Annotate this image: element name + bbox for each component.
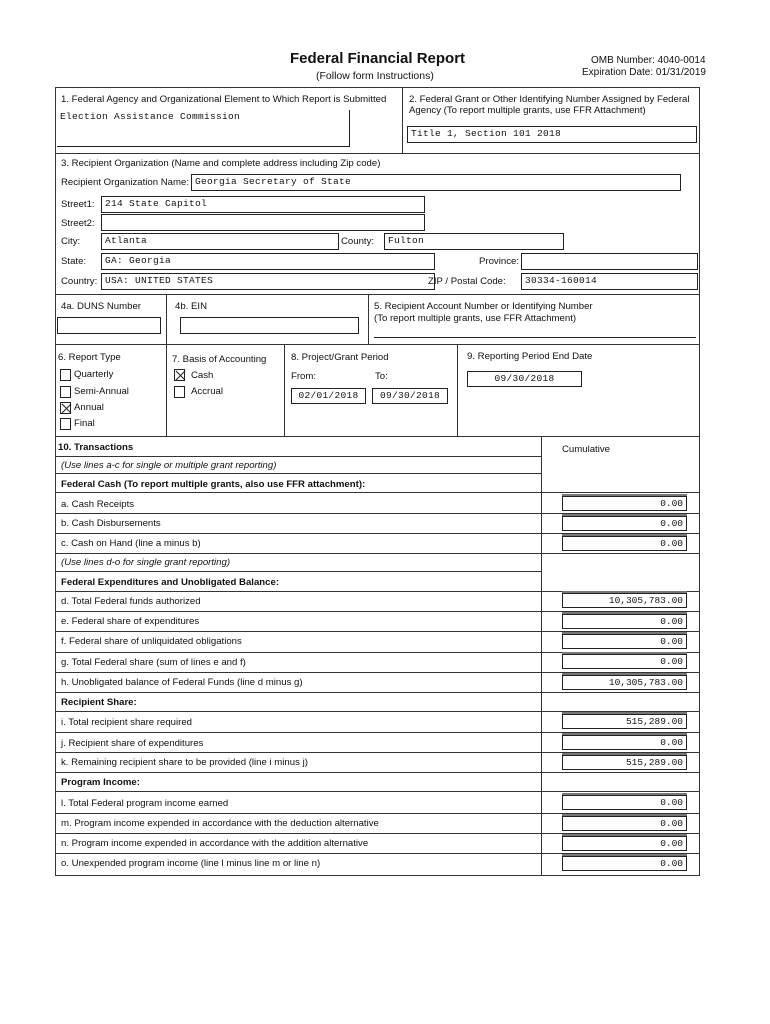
row-f-label: f. Federal share of unliquidated obligations xyxy=(61,636,242,647)
country-field[interactable]: USA: UNITED STATES xyxy=(101,273,435,290)
divider xyxy=(55,294,700,295)
divider xyxy=(284,344,285,436)
org-name-field[interactable]: Georgia Secretary of State xyxy=(191,174,681,191)
province-field[interactable] xyxy=(521,253,698,270)
section1-label: 1. Federal Agency and Organizational Element to Which Report is Submitted xyxy=(61,94,387,105)
divider xyxy=(166,344,167,436)
reporting-end-field[interactable]: 09/30/2018 xyxy=(467,371,582,387)
row-h-label: h. Unobligated balance of Federal Funds (line d minus g) xyxy=(61,677,303,688)
row-e-value[interactable]: 0.00 xyxy=(562,614,687,629)
row-h-value[interactable]: 10,305,783.00 xyxy=(562,675,687,690)
zip-field[interactable]: 30334-160014 xyxy=(521,273,698,290)
section5-label-line2: (To report multiple grants, use FFR Attachment) xyxy=(374,313,577,324)
row-g-label: g. Total Federal share (sum of lines e and f) xyxy=(61,657,246,668)
row-d-label: d. Total Federal funds authorized xyxy=(61,596,201,607)
row-o-label: o. Unexpended program income (line l minus line m or line n) xyxy=(61,858,321,869)
period-to-label: To: xyxy=(375,371,388,382)
cash-checkbox[interactable] xyxy=(174,369,185,381)
county-label: County: xyxy=(341,236,375,247)
row-i-label: i. Total recipient share required xyxy=(61,717,193,728)
recipient-share-heading: Recipient Share: xyxy=(61,697,137,708)
period-from-label: From: xyxy=(291,371,317,382)
note-lines-d-o: (Use lines d-o for single grant reporting) xyxy=(61,557,231,568)
divider xyxy=(55,456,541,457)
row-n-value[interactable]: 0.00 xyxy=(562,836,687,851)
form-title: Federal Financial Report xyxy=(290,50,466,67)
row-e-label: e. Federal share of expenditures xyxy=(61,616,200,627)
divider xyxy=(55,553,700,554)
row-k-label: k. Remaining recipient share to be provided (line i minus j) xyxy=(61,757,308,768)
ein-label: 4b. EIN xyxy=(175,301,207,312)
duns-field[interactable] xyxy=(57,317,161,334)
final-label: Final xyxy=(74,418,95,429)
divider xyxy=(55,153,700,154)
final-checkbox[interactable] xyxy=(60,418,71,430)
row-k-value[interactable]: 515,289.00 xyxy=(562,755,687,770)
row-n-label: n. Program income expended in accordance with the addition alternative xyxy=(61,838,369,849)
row-b-value[interactable]: 0.00 xyxy=(562,516,687,531)
divider xyxy=(166,294,167,344)
state-field[interactable]: GA: Georgia xyxy=(101,253,435,270)
row-g-value[interactable]: 0.00 xyxy=(562,654,687,669)
state-label: State: xyxy=(61,256,87,267)
divider xyxy=(55,692,700,693)
grant-number-field[interactable]: Title 1, Section 101 2018 xyxy=(407,126,697,143)
quarterly-checkbox[interactable] xyxy=(60,369,71,381)
row-c-value[interactable]: 0.00 xyxy=(562,536,687,551)
row-l-value[interactable]: 0.00 xyxy=(562,795,687,810)
accrual-checkbox[interactable] xyxy=(174,386,185,398)
divider xyxy=(55,344,700,345)
grant-period-label: 8. Project/Grant Period xyxy=(291,352,389,363)
annual-checkbox[interactable] xyxy=(60,402,71,414)
divider xyxy=(55,492,700,493)
divider xyxy=(55,473,541,474)
row-m-value[interactable]: 0.00 xyxy=(562,816,687,831)
report-type-label: 6. Report Type xyxy=(58,352,121,363)
divider xyxy=(402,87,403,153)
federal-cash-heading: Federal Cash (To report multiple grants, also use FFR attachment): xyxy=(61,479,366,490)
expiration-date: Expiration Date: 01/31/2019 xyxy=(582,67,706,78)
reporting-end-label: 9. Reporting Period End Date xyxy=(467,351,593,362)
period-to-field[interactable]: 09/30/2018 xyxy=(372,388,448,404)
divider xyxy=(55,772,700,773)
account-number-field[interactable] xyxy=(374,328,696,338)
row-j-label: j. Recipient share of expenditures xyxy=(61,738,204,749)
divider xyxy=(541,436,542,876)
divider xyxy=(55,436,700,437)
section5-label-line1: 5. Recipient Account Number or Identifying Number xyxy=(374,301,593,312)
omb-number: OMB Number: 4040-0014 xyxy=(591,55,706,66)
program-income-heading: Program Income: xyxy=(61,777,140,788)
divider xyxy=(55,791,700,792)
federal-expenditures-heading: Federal Expenditures and Unobligated Balance: xyxy=(61,577,280,588)
county-field[interactable]: Fulton xyxy=(384,233,564,250)
accrual-label: Accrual xyxy=(191,386,223,397)
row-b-label: b. Cash Disbursements xyxy=(61,518,161,529)
row-i-value[interactable]: 515,289.00 xyxy=(562,714,687,729)
transactions-label: 10. Transactions xyxy=(58,442,134,453)
street2-field[interactable] xyxy=(101,214,425,231)
basis-accounting-label: 7. Basis of Accounting xyxy=(172,354,267,365)
row-m-label: m. Program income expended in accordance with the deduction alternative xyxy=(61,818,379,829)
street1-field[interactable]: 214 State Capitol xyxy=(101,196,425,213)
semi-annual-label: Semi-Annual xyxy=(74,386,129,397)
annual-label: Annual xyxy=(74,402,104,413)
org-name-label: Recipient Organization Name: xyxy=(61,177,189,188)
section2-label-line2: Agency (To report multiple grants, use FFR Attachment) xyxy=(409,105,646,116)
agency-field[interactable]: Election Assistance Commission xyxy=(57,110,350,147)
row-l-label: l. Total Federal program income earned xyxy=(61,798,229,809)
street1-label: Street1: xyxy=(61,199,95,210)
street2-label: Street2: xyxy=(61,218,95,229)
form-subtitle: (Follow form Instructions) xyxy=(316,70,434,82)
quarterly-label: Quarterly xyxy=(74,369,114,380)
divider xyxy=(457,344,458,436)
row-f-value[interactable]: 0.00 xyxy=(562,634,687,649)
row-o-value[interactable]: 0.00 xyxy=(562,856,687,871)
ein-field[interactable] xyxy=(180,317,359,334)
cash-label: Cash xyxy=(191,370,214,381)
semi-annual-checkbox[interactable] xyxy=(60,386,71,398)
row-j-value[interactable]: 0.00 xyxy=(562,735,687,750)
duns-label: 4a. DUNS Number xyxy=(61,301,141,312)
period-from-field[interactable]: 02/01/2018 xyxy=(291,388,366,404)
zip-label: ZIP / Postal Code: xyxy=(428,276,506,287)
cumulative-label: Cumulative xyxy=(562,444,610,455)
note-lines-a-c: (Use lines a-c for single or multiple grant reporting) xyxy=(61,460,277,471)
section2-label-line1: 2. Federal Grant or Other Identifying Number Assigned by Federal xyxy=(409,94,690,105)
country-label: Country: xyxy=(61,276,98,287)
divider xyxy=(55,571,541,572)
row-a-value[interactable]: 0.00 xyxy=(562,496,687,511)
city-field[interactable]: Atlanta xyxy=(101,233,339,250)
city-label: City: xyxy=(61,236,81,247)
section3-label: 3. Recipient Organization (Name and complete address including Zip code) xyxy=(61,158,381,169)
row-d-value[interactable]: 10,305,783.00 xyxy=(562,593,687,608)
divider xyxy=(368,294,369,344)
row-c-label: c. Cash on Hand (line a minus b) xyxy=(61,538,201,549)
province-label: Province: xyxy=(479,256,519,267)
row-a-label: a. Cash Receipts xyxy=(61,499,135,510)
